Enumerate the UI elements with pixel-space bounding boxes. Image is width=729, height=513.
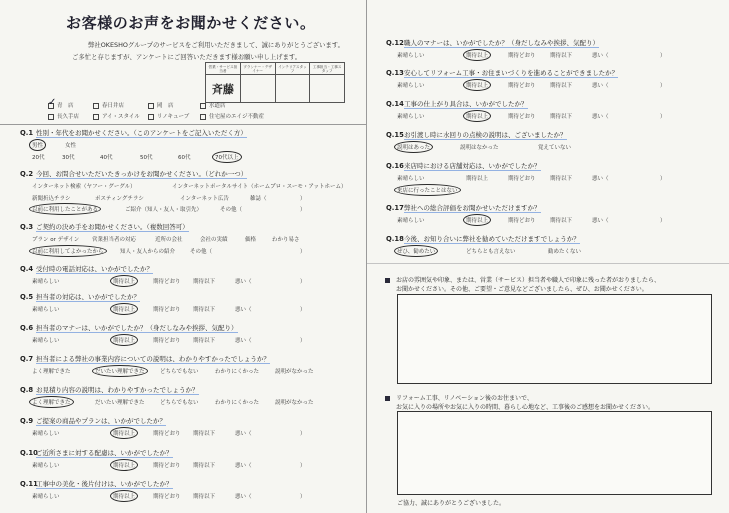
store-label: アイ・スタイル <box>102 114 140 120</box>
answer-option: 期待以下 <box>193 279 216 285</box>
answer-option-selected: 期待以上 <box>466 114 489 120</box>
answer-option-selected: 70代以上 <box>215 154 239 161</box>
answer-option: わかりにくかった <box>215 400 260 406</box>
answer-option: 素晴らしい <box>397 176 425 182</box>
answer-option: ） <box>300 338 306 344</box>
store-label: 水道店 <box>209 103 226 109</box>
answer-option-selected: 期待以上 <box>113 494 136 500</box>
answer-option: 期待どおり <box>153 338 181 344</box>
question-number: Q.17 <box>386 204 404 212</box>
store-option <box>93 112 140 120</box>
answer-option: 悪い（ <box>235 494 252 500</box>
comment-prompt: お店の雰囲気や印象、または、営業（サービス）担当者や職人で印象に残った者がおりましたら、 <box>396 277 661 284</box>
answer-option: 素晴らしい <box>32 494 60 500</box>
answer-option: よく理解できた <box>32 369 71 375</box>
question-text: 弊社への総合評価をお聞かせいただけますか？ <box>404 204 541 212</box>
header-divider <box>0 124 366 125</box>
question-number: Q.1 <box>20 129 34 137</box>
answer-option: 素晴らしい <box>32 463 60 469</box>
answer-option: 覚えていない <box>538 145 572 151</box>
answer-option: 期待以下 <box>193 338 216 344</box>
answer-option-selected: 男性 <box>32 143 44 149</box>
answer-option: 素晴らしい <box>397 218 425 224</box>
answer-option: 40代 <box>100 154 113 161</box>
answer-option: わかりにくかった <box>215 369 260 375</box>
question <box>386 68 618 77</box>
answer-option-selected: 期待以上 <box>466 218 489 224</box>
answer-option: 女性 <box>65 143 77 149</box>
bullet-square-icon <box>385 278 390 283</box>
comment-box <box>397 294 712 384</box>
answer-option: 30代 <box>62 154 75 161</box>
answer-option-selected: だいたい理解できた <box>95 369 145 375</box>
question <box>386 38 599 47</box>
answer-option: ご紹介（知人・友人・取引先） <box>125 207 203 213</box>
answer-option: 価格 <box>245 237 257 243</box>
answer-option-selected: 期待以上 <box>113 431 136 437</box>
store-option <box>200 112 264 120</box>
closing-message: ご協力、誠にありがとうございました。 <box>397 500 506 507</box>
answer-option: 期待どおり <box>508 176 536 182</box>
question-text: お引渡し時に水回りの点検の説明は、ございましたか？ <box>404 131 567 139</box>
answer-option: 悪い（ <box>235 431 252 437</box>
stamp-header: 工事担当・工事スタッフ <box>310 63 345 75</box>
answer-option-selected: 期待以上 <box>466 83 489 89</box>
question-number: Q.10 <box>20 449 38 457</box>
answer-option: どちらでもない <box>160 400 199 406</box>
stamp-cell <box>275 75 310 103</box>
answer-option-selected: 以前に利用してよかったから <box>32 248 104 255</box>
question-text: 今後、お知り合いに弊社を勧めていただけますでしょうか？ <box>404 235 580 243</box>
bullet-square-icon <box>385 396 390 401</box>
answer-option: ） <box>660 218 666 224</box>
store-label: リノキューブ <box>157 114 190 120</box>
checkbox-icon <box>48 103 54 109</box>
answer-option: どちらでもない <box>160 369 199 375</box>
question-text: ご契約の決め手をお聞かせください。（複数回答可） <box>36 223 189 231</box>
answer-option: 期待以下 <box>550 83 573 89</box>
answer-option-selected: 期待以上 <box>113 307 136 313</box>
column-divider <box>366 0 367 513</box>
intro-line: ご多忙と存じますが、アンケートにご回答いただきます様お願い申し上げます。 <box>72 53 302 61</box>
question-text: 工事の仕上がり具合は、いかがでしたか？ <box>404 100 528 108</box>
answer-option-selected: よく理解できた <box>32 400 71 406</box>
answer-option: 悪い（ <box>592 53 609 59</box>
answer-option: 期待どおり <box>153 279 181 285</box>
answer-option: ） <box>300 279 306 285</box>
answer-option: 素晴らしい <box>32 338 60 344</box>
store-option <box>148 112 189 120</box>
stamp-cell <box>206 75 241 103</box>
answer-option: ポスティングチラシ <box>95 195 144 202</box>
answer-option: 悪い（ <box>592 176 609 182</box>
question <box>20 385 199 394</box>
answer-option-selected: 期待以上 <box>113 463 136 469</box>
answer-option: ） <box>660 53 666 59</box>
answer-option: 期待どおり <box>153 307 181 313</box>
checkbox-icon <box>93 103 99 109</box>
question-number: Q.7 <box>20 355 34 363</box>
question-text: お見積り内容の説明は、わかりやすかったでしょうか？ <box>36 386 199 394</box>
answer-option: わかり易さ <box>272 237 300 243</box>
question-number: Q.3 <box>20 223 34 231</box>
answer-option: ） <box>300 307 306 313</box>
answer-option-selected: 以前に利用したことがある <box>32 207 99 213</box>
question <box>20 169 247 178</box>
question-text: 安心してリフォーム工事・お住まいづくりを進めることができましたか？ <box>404 69 619 77</box>
comment-box <box>397 411 712 495</box>
answer-option: 素晴らしい <box>32 279 60 285</box>
answer-option: プラン or デザイン <box>32 237 80 243</box>
question-text: 性別・年代をお聞かせください。（このアンケートをご記入いただく方） <box>36 129 247 137</box>
store-option <box>200 101 226 109</box>
answer-option: 悪い（ <box>235 307 252 313</box>
staff-stamp-table <box>205 62 345 103</box>
answer-option: 期待以下 <box>550 53 573 59</box>
question-number: Q.9 <box>20 417 34 425</box>
answer-option: 素晴らしい <box>32 431 60 437</box>
answer-option: その他（ <box>190 248 213 255</box>
question-text: 職人のマナーは、いかがでしたか？（身だしなみや挨拶、気配り） <box>404 39 599 47</box>
question-number: Q.14 <box>386 100 404 108</box>
answer-option: 期待以下 <box>193 431 216 437</box>
answer-option: 期待以下 <box>193 307 216 313</box>
answer-option: 60代 <box>178 154 191 161</box>
answer-option: 期待どおり <box>508 218 536 224</box>
answer-option: 期待以下 <box>550 114 573 120</box>
question-text: 担当者のマナーは、いかがでしたか？（身だしなみや挨拶、気配り） <box>36 324 238 332</box>
answer-option: 悪い（ <box>235 338 252 344</box>
answer-option-selected: 期待以上 <box>466 53 489 59</box>
checkbox-icon <box>200 114 206 120</box>
answer-option: 悪い（ <box>592 83 609 89</box>
question-number: Q.15 <box>386 131 404 139</box>
answer-option: インターネット検索（ヤフー・グーグル） <box>32 184 136 190</box>
store-label: 岡 店 <box>157 103 174 109</box>
stamp-cell <box>240 75 275 103</box>
answer-option: 悪い（ <box>235 463 252 469</box>
checkbox-icon <box>200 103 206 109</box>
answer-option: 悪い（ <box>592 114 609 120</box>
question-text: 来店時における店舗対応は、いかがでしたか？ <box>404 162 541 170</box>
store-label: 青 店 <box>57 103 74 109</box>
answer-option: 営業担当者の対応 <box>92 237 137 243</box>
comment-prompt: リフォーム工事、リノベーション後のお住まいで、 <box>396 395 533 402</box>
question-number: Q.4 <box>20 265 34 273</box>
question-text: 担当者の対応は、いかがでしたか？ <box>36 293 140 301</box>
question-number: Q.2 <box>20 170 34 178</box>
answer-option: 50代 <box>140 154 153 161</box>
answer-option: その他（ <box>220 207 243 213</box>
answer-option: 悪い（ <box>592 218 609 224</box>
answer-option: ） <box>300 431 306 437</box>
answer-option: 期待どおり <box>153 463 181 469</box>
store-option <box>148 101 174 109</box>
answer-option: ） <box>300 248 306 255</box>
comment-prompt: お気に入りの場所やお気に入りの時間、暮らし心地など、工事後のご感想をお聞かせください。 <box>396 404 655 411</box>
question-number: Q.6 <box>20 324 34 332</box>
question <box>20 292 140 301</box>
answer-option-selected: 来店に行ったことはない <box>397 187 458 194</box>
staff-signature: 斉藤 <box>211 82 234 96</box>
checkbox-icon <box>93 114 99 120</box>
answer-option-selected: ぜひ、勧めたい <box>397 249 436 255</box>
question-number: Q.18 <box>386 235 404 243</box>
answer-option: 期待どおり <box>153 431 181 437</box>
answer-option: 期待どおり <box>153 494 181 500</box>
answer-option: 説明がなかった <box>275 400 314 406</box>
answer-option: 知人・友人からの紹介 <box>120 248 176 255</box>
question <box>20 416 166 425</box>
question-number: Q.5 <box>20 293 34 301</box>
answer-option-selected: 期待以上 <box>113 279 136 285</box>
question <box>386 234 580 243</box>
answer-option: 20代 <box>32 154 45 161</box>
question <box>20 323 238 332</box>
question-number: Q.11 <box>20 480 38 488</box>
answer-option: ） <box>300 207 306 213</box>
question-text: 工事中の美化・後片付けは、いかがでしたか？ <box>36 480 173 488</box>
answer-option: 期待どおり <box>508 53 536 59</box>
store-label: 長久手店 <box>57 114 80 120</box>
answer-option: 期待どおり <box>508 83 536 89</box>
question <box>386 130 567 139</box>
question-number: Q.13 <box>386 69 404 77</box>
question <box>20 264 153 273</box>
answer-option: 期待以下 <box>193 494 216 500</box>
question <box>20 448 173 457</box>
answer-option: 近所の会社 <box>155 237 183 243</box>
question-text: ご提案の商品やプランは、いかがでしたか？ <box>36 417 166 425</box>
answer-option: 説明はなかった <box>460 145 499 151</box>
answer-option: ） <box>300 463 306 469</box>
intro-line: 弊社OKESHOグループのサービスをご利用いただきまして、誠にありがとうございます。 <box>88 41 345 49</box>
answer-option: だいたい理解できた <box>95 400 145 406</box>
answer-option: 素晴らしい <box>397 114 425 120</box>
stamp-header: プランナー・デザイナー <box>240 63 275 75</box>
stamp-header: インテリアスタッフ <box>275 63 310 75</box>
store-option <box>48 112 79 120</box>
comment-prompt: お聞かせください。その他、ご要望・ご意見などございましたら、ぜひ、お聞かせください。 <box>396 286 648 293</box>
stamp-cell <box>310 75 345 103</box>
question <box>386 203 541 212</box>
checkbox-icon <box>148 114 154 120</box>
answer-option: ） <box>300 195 306 202</box>
answer-option: どちらとも言えない <box>466 249 516 255</box>
answer-option: 期待どおり <box>508 114 536 120</box>
answer-option: ） <box>660 83 666 89</box>
checkbox-icon <box>48 114 54 120</box>
question <box>20 479 173 488</box>
question <box>20 222 189 231</box>
answer-option: ） <box>300 494 306 500</box>
section-divider <box>367 263 729 264</box>
question-number: Q.8 <box>20 386 34 394</box>
answer-option-selected: 説明はあった <box>397 145 430 151</box>
question <box>386 161 541 170</box>
question <box>20 128 247 137</box>
store-option <box>48 101 74 109</box>
answer-option: 期待以下 <box>550 218 573 224</box>
stamp-header: 営業・サービス担当者 <box>206 63 241 75</box>
answer-option: 雑誌（ <box>250 195 267 202</box>
question <box>386 99 528 108</box>
answer-option: 期待以下 <box>193 463 216 469</box>
answer-option: 説明がなかった <box>275 369 314 375</box>
store-label: 住宅屋のエイジ不動産 <box>209 114 265 120</box>
survey-title: お客様のお声をお聞かせください。 <box>66 14 316 32</box>
answer-option: 勧めたくない <box>548 249 582 255</box>
store-option <box>93 101 124 109</box>
answer-option: インターネットポータルサイト（ホームプロ・スーモ・アットホーム） <box>172 184 347 190</box>
answer-option: 期待以下 <box>550 176 573 182</box>
question-number: Q.16 <box>386 162 404 170</box>
answer-option: ） <box>660 176 666 182</box>
question-text: ご近所さまに対する配慮は、いかがでしたか？ <box>36 449 173 457</box>
question-text: 受付時の電話対応は、いかがでしたか？ <box>36 265 153 273</box>
question-text: 担当者による弊社の事業内容についての説明は、わかりやすかったでしょうか？ <box>36 355 270 363</box>
store-label: 春日井店 <box>102 103 125 109</box>
answer-option-selected: 期待以上 <box>113 338 136 344</box>
checkbox-icon <box>148 103 154 109</box>
answer-option: 素晴らしい <box>397 83 425 89</box>
answer-option: 会社の実績 <box>200 237 228 243</box>
answer-option: 素晴らしい <box>397 53 425 59</box>
question-number: Q.12 <box>386 39 404 47</box>
question <box>20 354 270 363</box>
answer-option: ） <box>660 114 666 120</box>
answer-option: 悪い（ <box>235 279 252 285</box>
answer-option: 素晴らしい <box>32 307 60 313</box>
question-text: 今回、お問合せいただいたきっかけをお聞かせください。（どれか一つ） <box>36 170 248 178</box>
answer-option: 新聞折込チラシ <box>32 195 71 202</box>
answer-option: インターネット広告 <box>180 195 230 202</box>
answer-option: 期待以上 <box>466 176 489 182</box>
